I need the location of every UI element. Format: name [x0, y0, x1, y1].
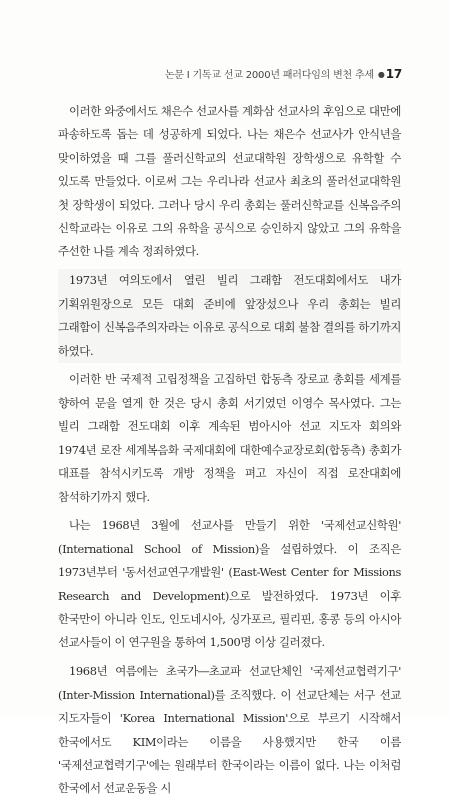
paragraph-2: 1973년 여의도에서 열린 빌리 그래함 전도대회에서도 내가 기획위원장으로 모든 대회 준비에 앞장섰으나 우리 총회는 빌리 그래함이 신복음주의자라는 이유로 공식으로 대회 불참 결의를 하기까지 하였다. [58, 269, 401, 363]
running-header [165, 66, 402, 81]
paragraph-4: 나는 1968년 3월에 선교사를 만들기 위한 '국제선교신학원' (International School of Mission)을 설립하였다. 이 조직은 1973년부터 '동서선교연구개발원' (East-West Center for Missions Research and Development)으로 발전하였다. 1973년 이후 한국만이 아니라 인도, 인도네시아, 싱가포르, 필리핀, 홍콩 등의 아시아 선교사들이 이 연구원을 통하여 1,500명 이상 길러졌다. [58, 518, 401, 650]
page-number: 17 [385, 67, 402, 81]
paragraph-3: 이러한 반 국제적 고립정책을 고집하던 합동측 장로교 총회를 세계를 향하여 문을 열게 한 것은 당시 총회 서기였던 이영수 목사였다. 그는 빌리 그래함 전도대회 이후 계속된 범아시아 선교 지도자 회의와 1974년 로잔 세계복음화 국제대회에 대한예수교장로회(합동측) 총회가 대표를 참석시키도록 개방 정책을 펴고 자신이 직접 로잔대회에 참석하기까지 했다. [58, 372, 401, 504]
paragraph-1: 이러한 와중에서도 채은수 선교사를 계화삼 선교사의 후임으로 대만에 파송하도록 돕는 데 성공하게 되었다. 나는 채은수 선교사가 안식년을 맞이하였을 때 그를 풀러신학교의 선교대학원 장학생으로 유학할 수 있도록 만들었다. 이로써 그는 우리나라 선교사 최초의 풀러선교대학원 첫 장학생이 되었다. 그러나 당시 우리 총회는 풀러신학교를 신복음주의 신학교라는 이유로 그의 유학을 공식으로 승인하지 않았고 그의 유학을 주선한 나를 계속 정죄하였다. [58, 104, 401, 259]
paragraph-5: 1968년 여름에는 초국가―초교파 선교단체인 '국제선교협력기구' (Inter-Mission International)를 조직했다. 이 선교단체는 서구 선교 지도자들이 'Korea International Mission'으로 부르기 시작해서 한국에서도 KIM이라는 이름을 사용했지만 한국 이름 '국제선교협력기구'에는 원래부터 한국이라는 이름이 없다. 나는 이처럼 한국에서 선교운동을 시 [58, 664, 401, 796]
running-title: 논문 I 기독교 선교 2000년 패러다임의 변천 추세 [164, 70, 374, 81]
bullet-separator: ● [377, 70, 385, 79]
body-text [58, 100, 401, 806]
